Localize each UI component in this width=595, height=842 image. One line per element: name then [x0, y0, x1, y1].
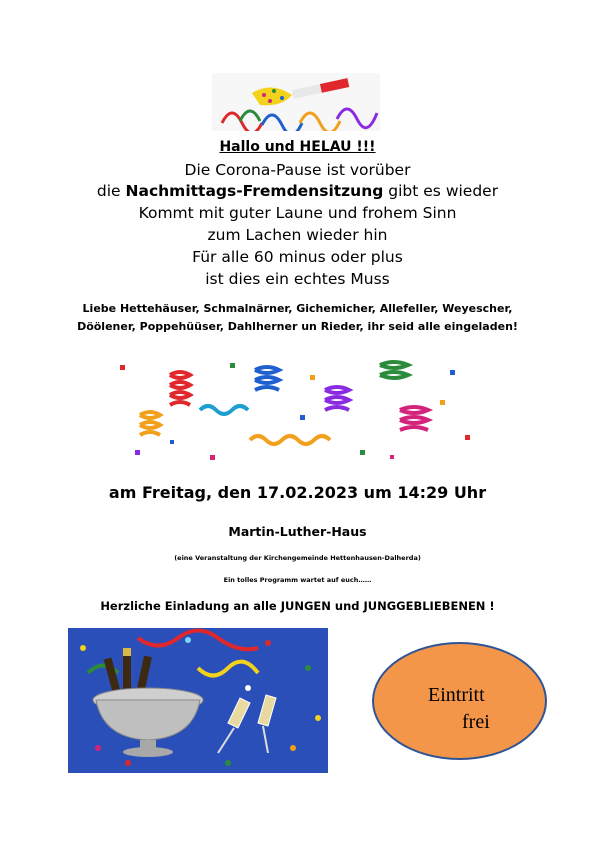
- champagne-image: [68, 628, 328, 773]
- text-line: ist dies ein echtes Muss: [205, 270, 390, 288]
- party-horn-image: [212, 73, 380, 131]
- free-entry-oval: [372, 642, 547, 760]
- text-line: Für alle 60 minus oder plus: [192, 248, 403, 266]
- event-date: am Freitag, den 17.02.2023 um 14:29 Uhr: [108, 483, 487, 502]
- text-line: [0, 181, 595, 202]
- event-venue: Martin-Luther-Haus: [228, 524, 367, 539]
- text-fragment: die: [96, 182, 126, 200]
- text-line: Die Corona-Pause ist vorüber: [184, 161, 411, 179]
- event-name: Nachmittags-Fremdensitzung: [125, 182, 384, 200]
- text-line: Kommt mit guter Laune und frohem Sinn: [138, 204, 457, 222]
- text-line: zum Lachen wieder hin: [207, 226, 388, 244]
- organizer-note: (eine Veranstaltung der Kirchengemeinde Hettenhausen-Dalherda): [174, 554, 421, 562]
- programme-note: Ein tolles Programm wartet auf euch……: [223, 576, 372, 584]
- welcome-text: Herzliche Einladung an alle JUNGEN und JUNGGEBLIEBENEN !: [100, 599, 495, 613]
- entry-free-label: frei: [462, 711, 490, 733]
- confetti-image: [110, 355, 485, 470]
- invitation-text: Liebe Hettehäuser, Schmalnärner, Gichemicher, Allefeller, Weyescher, Döölener, Poppehüüser, Dahlherner un Rieder, ihr seid alle eingeladen!: [77, 302, 518, 333]
- greeting-heading: Hallo und HELAU !!!: [219, 139, 376, 155]
- entry-label: Eintritt: [428, 684, 485, 706]
- text-fragment: gibt es wieder: [383, 182, 499, 200]
